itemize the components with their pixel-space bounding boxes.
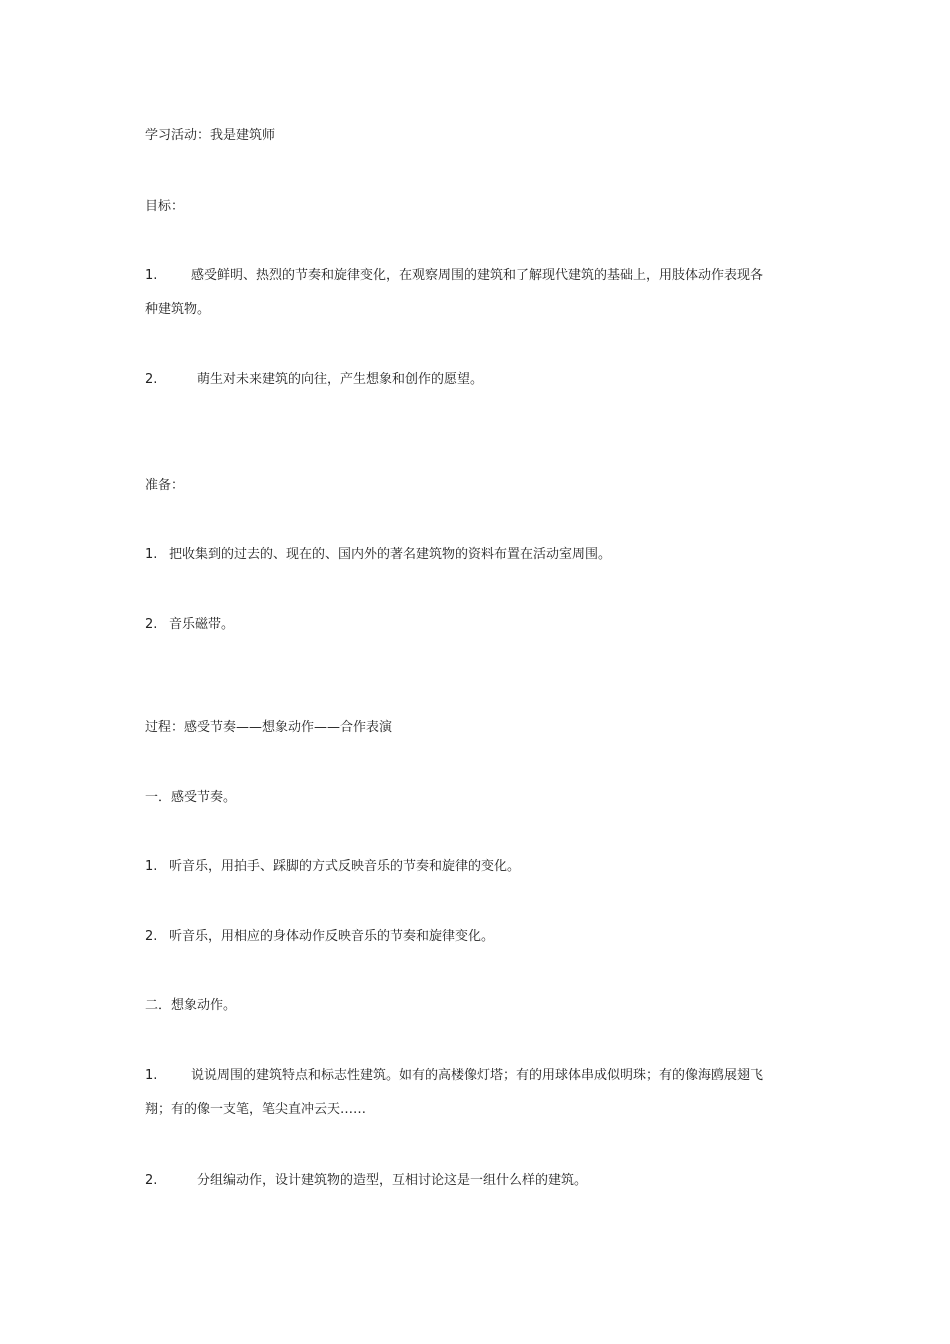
goal-item-1: [145, 267, 763, 285]
activity-title: 学习活动：我是建筑师: [145, 128, 276, 143]
prep-number: 2.: [145, 617, 158, 632]
goal-text: 萌生对未来建筑的向往，产生想象和创作的愿望。: [197, 372, 484, 387]
section-heading-1: 一．感受节奏。: [145, 790, 237, 805]
item-number: 2.: [145, 1173, 158, 1188]
item-text: 说说周围的建筑特点和标志性建筑。如有的高楼像灯塔；有的用球体串成似明珠；有的像海鸥展翅飞: [191, 1068, 764, 1083]
section-heading-2: 二．想象动作。: [145, 998, 237, 1013]
item-number: 1.: [145, 1068, 158, 1083]
item-text: 听音乐，用拍手、踩脚的方式反映音乐的节奏和旋律的变化。: [169, 859, 521, 874]
goal-number: 1.: [145, 268, 158, 283]
goal-item-2: [145, 371, 483, 389]
prep-text: 把收集到的过去的、现在的、国内外的著名建筑物的资料布置在活动室周围。: [169, 547, 612, 562]
goal-item-1-continuation: 种建筑物。: [145, 302, 211, 317]
section2-item-1: [145, 1067, 763, 1085]
goal-number: 2.: [145, 372, 158, 387]
section1-item-1: [145, 858, 520, 876]
section2-item-1-continuation: 翔；有的像一支笔，笔尖直冲云天……: [145, 1102, 367, 1117]
prep-number: 1.: [145, 547, 158, 562]
prep-item-1: [145, 546, 611, 564]
prep-text: 音乐磁带。: [169, 617, 235, 632]
prep-item-2: [145, 616, 234, 634]
section2-item-2: [145, 1172, 587, 1190]
item-number: 1.: [145, 859, 158, 874]
prep-heading: 准备：: [145, 478, 185, 493]
goals-heading: 目标：: [145, 199, 185, 214]
section1-item-2: [145, 928, 494, 946]
item-text: 听音乐，用相应的身体动作反映音乐的节奏和旋律变化。: [169, 929, 495, 944]
item-text: 分组编动作，设计建筑物的造型，互相讨论这是一组什么样的建筑。: [197, 1173, 588, 1188]
item-number: 2.: [145, 929, 158, 944]
goal-text: 感受鲜明、热烈的节奏和旋律变化，在观察周围的建筑和了解现代建筑的基础上，用肢体动作表现各: [191, 268, 764, 283]
process-heading: 过程：感受节奏——想象动作——合作表演: [145, 720, 393, 735]
